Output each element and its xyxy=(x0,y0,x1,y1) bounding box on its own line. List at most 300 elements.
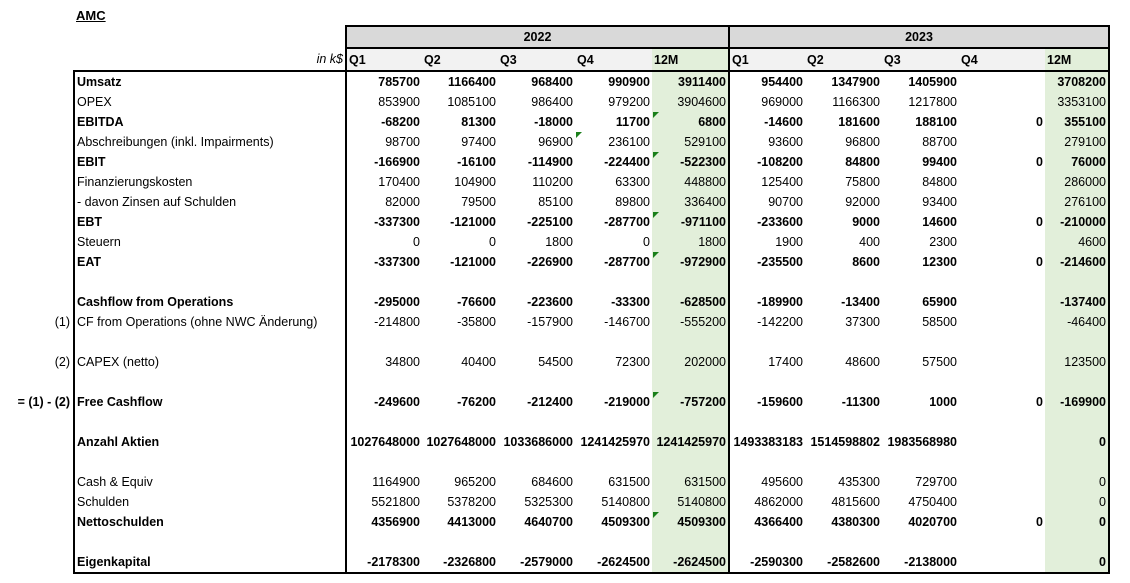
cell-2023-12m[interactable] xyxy=(1045,412,1109,432)
cell-2023-q2[interactable] xyxy=(805,312,882,332)
cell-2022-q1[interactable] xyxy=(346,112,422,132)
cell-2022-12m[interactable] xyxy=(652,312,729,332)
cell-value: -13400 xyxy=(841,295,880,309)
row-label[interactable] xyxy=(74,532,346,552)
cell-2023-q1[interactable] xyxy=(729,312,805,332)
cell-2023-q3[interactable] xyxy=(882,132,959,152)
row-label[interactable]: Schulden xyxy=(74,492,346,512)
cell-value: 853900 xyxy=(378,95,420,109)
cell-2022-q1[interactable] xyxy=(346,412,422,432)
cell-2022-q4[interactable] xyxy=(575,532,652,552)
cell-2023-q1[interactable] xyxy=(729,212,805,232)
cell-2023-q1[interactable] xyxy=(729,112,805,132)
cell-value: 495600 xyxy=(761,475,803,489)
cell-2022-q3[interactable] xyxy=(498,172,575,192)
cell-2023-q4[interactable] xyxy=(959,452,1045,472)
cell-2023-q2[interactable] xyxy=(805,192,882,212)
cell-2022-q2[interactable] xyxy=(422,312,498,332)
cell-2022-q4[interactable] xyxy=(575,172,652,192)
note-marker-icon xyxy=(576,132,582,138)
cell-2022-q4[interactable] xyxy=(575,92,652,112)
row-label[interactable]: CAPEX (netto) xyxy=(74,352,346,372)
cell-2022-12m[interactable] xyxy=(652,212,729,232)
cell-2022-12m[interactable] xyxy=(652,432,729,452)
cell-2022-q2[interactable] xyxy=(422,152,498,172)
cell-2022-q2[interactable] xyxy=(422,232,498,252)
cell-value: 631500 xyxy=(608,475,650,489)
cell-2023-q3[interactable] xyxy=(882,71,959,92)
column-header-2022-q1[interactable]: Q1 xyxy=(346,48,422,71)
row-label[interactable]: EBT xyxy=(74,212,346,232)
row-label[interactable]: Anzahl Aktien xyxy=(74,432,346,452)
cell-2023-q1[interactable] xyxy=(729,352,805,372)
cell-2022-12m[interactable] xyxy=(652,532,729,552)
cell-2022-q2[interactable] xyxy=(422,552,498,573)
cell-2023-q4[interactable] xyxy=(959,472,1045,492)
cell-2022-q3[interactable] xyxy=(498,312,575,332)
cell-2023-q2[interactable] xyxy=(805,552,882,573)
cell-2023-q2[interactable] xyxy=(805,332,882,352)
cell-2023-q3[interactable] xyxy=(882,332,959,352)
cell-2023-q4[interactable] xyxy=(959,71,1045,92)
cell-value: 1983568980 xyxy=(887,435,957,449)
cell-2023-q4[interactable] xyxy=(959,192,1045,212)
cell-2022-12m[interactable] xyxy=(652,152,729,172)
row-label[interactable] xyxy=(74,412,346,432)
cell-2023-q2[interactable] xyxy=(805,252,882,272)
cell-2022-12m[interactable] xyxy=(652,92,729,112)
cell-2022-q3[interactable] xyxy=(498,272,575,292)
cell-2022-q4[interactable] xyxy=(575,512,652,532)
cell-2023-12m[interactable] xyxy=(1045,312,1109,332)
cell-2023-q3[interactable] xyxy=(882,372,959,392)
cell-2023-q2[interactable] xyxy=(805,92,882,112)
cell-2022-12m[interactable] xyxy=(652,292,729,312)
cell-2022-q3[interactable] xyxy=(498,132,575,152)
cell-2023-q4[interactable] xyxy=(959,252,1045,272)
cell-2022-12m[interactable] xyxy=(652,132,729,152)
cell-2023-q2[interactable] xyxy=(805,132,882,152)
cell-2023-q1[interactable] xyxy=(729,532,805,552)
cell-2023-q1[interactable] xyxy=(729,492,805,512)
cell-2023-12m[interactable] xyxy=(1045,192,1109,212)
cell-2023-12m[interactable] xyxy=(1045,132,1109,152)
cell-2023-12m[interactable] xyxy=(1045,252,1109,272)
row-label[interactable]: Nettoschulden xyxy=(74,512,346,532)
cell-2022-q3[interactable] xyxy=(498,212,575,232)
cell-2023-q3[interactable] xyxy=(882,412,959,432)
cell-2023-12m[interactable] xyxy=(1045,112,1109,132)
column-header-2022-q3[interactable]: Q3 xyxy=(498,48,575,71)
cell-2023-q1[interactable] xyxy=(729,192,805,212)
cell-2022-q4[interactable] xyxy=(575,192,652,212)
cell-2022-q1[interactable] xyxy=(346,392,422,412)
row-label[interactable] xyxy=(74,372,346,392)
row-label[interactable] xyxy=(74,272,346,292)
cell-2023-q2[interactable] xyxy=(805,472,882,492)
cell-2023-12m[interactable] xyxy=(1045,392,1109,412)
cell-2022-12m[interactable] xyxy=(652,172,729,192)
cell-2022-q1[interactable] xyxy=(346,71,422,92)
cell-2023-q4[interactable] xyxy=(959,412,1045,432)
cell-2023-12m[interactable] xyxy=(1045,432,1109,452)
cell-2023-q1[interactable] xyxy=(729,272,805,292)
cell-2022-q2[interactable] xyxy=(422,492,498,512)
cell-2022-q3[interactable] xyxy=(498,112,575,132)
row-reference xyxy=(0,512,74,532)
cell-2023-q3[interactable] xyxy=(882,552,959,573)
cell-2023-q3[interactable] xyxy=(882,452,959,472)
cell-2022-q1[interactable] xyxy=(346,512,422,532)
cell-2023-q2[interactable] xyxy=(805,272,882,292)
cell-2022-q3[interactable] xyxy=(498,472,575,492)
cell-2022-q4[interactable] xyxy=(575,132,652,152)
cell-2022-q1[interactable] xyxy=(346,232,422,252)
cell-2022-q3[interactable] xyxy=(498,352,575,372)
cell-2022-q4[interactable] xyxy=(575,112,652,132)
cell-2023-q4[interactable] xyxy=(959,272,1045,292)
cell-2022-q4[interactable] xyxy=(575,292,652,312)
row-label[interactable]: Eigenkapital xyxy=(74,552,346,573)
cell-2023-q2[interactable] xyxy=(805,112,882,132)
cell-2022-q3[interactable] xyxy=(498,532,575,552)
cell-2023-q1[interactable] xyxy=(729,252,805,272)
cell-2022-q2[interactable] xyxy=(422,272,498,292)
cell-2022-q3[interactable] xyxy=(498,452,575,472)
cell-2022-q1[interactable] xyxy=(346,332,422,352)
cell-2023-12m[interactable] xyxy=(1045,332,1109,352)
cell-2023-q1[interactable] xyxy=(729,512,805,532)
cell-2023-q4[interactable] xyxy=(959,552,1045,573)
cell-value: -287700 xyxy=(604,255,650,269)
column-header-2023-q2[interactable]: Q2 xyxy=(805,48,882,71)
cell-2023-q3[interactable] xyxy=(882,252,959,272)
cell-2022-q2[interactable] xyxy=(422,432,498,452)
cell-2023-12m[interactable] xyxy=(1045,552,1109,573)
cell-2023-q1[interactable] xyxy=(729,92,805,112)
cell-2022-12m[interactable] xyxy=(652,232,729,252)
cell-2023-q2[interactable] xyxy=(805,352,882,372)
cell-2022-q2[interactable] xyxy=(422,192,498,212)
row-label[interactable]: OPEX xyxy=(74,92,346,112)
cell-2022-12m[interactable] xyxy=(652,192,729,212)
cell-2022-q3[interactable] xyxy=(498,552,575,573)
row-label[interactable]: CF from Operations (ohne NWC Änderung) xyxy=(74,312,346,332)
cell-2023-q2[interactable] xyxy=(805,512,882,532)
cell-2022-q2[interactable] xyxy=(422,172,498,192)
cell-2023-q2[interactable] xyxy=(805,212,882,232)
cell-2023-q3[interactable] xyxy=(882,212,959,232)
row-label[interactable]: Umsatz xyxy=(74,71,346,92)
cell-2022-q4[interactable] xyxy=(575,212,652,232)
cell-2023-q3[interactable] xyxy=(882,532,959,552)
cell-2023-12m[interactable] xyxy=(1045,532,1109,552)
cell-2022-12m[interactable] xyxy=(652,492,729,512)
column-header-2023-q1[interactable]: Q1 xyxy=(729,48,805,71)
cell-2022-q1[interactable] xyxy=(346,352,422,372)
cell-2022-q4[interactable] xyxy=(575,552,652,573)
cell-2023-q3[interactable] xyxy=(882,432,959,452)
cell-2022-q1[interactable] xyxy=(346,432,422,452)
cell-2023-q2[interactable] xyxy=(805,492,882,512)
column-header-2023-q3[interactable]: Q3 xyxy=(882,48,959,71)
cell-2023-q4[interactable] xyxy=(959,152,1045,172)
row-label[interactable]: EBIT xyxy=(74,152,346,172)
cell-2023-12m[interactable] xyxy=(1045,71,1109,92)
cell-2022-q4[interactable] xyxy=(575,452,652,472)
cell-2022-q2[interactable] xyxy=(422,532,498,552)
cell-2022-q1[interactable] xyxy=(346,132,422,152)
cell-2023-q4[interactable] xyxy=(959,432,1045,452)
cell-2023-q4[interactable] xyxy=(959,492,1045,512)
cell-2022-q1[interactable] xyxy=(346,192,422,212)
cell-2022-q4[interactable] xyxy=(575,71,652,92)
cell-2023-q1[interactable] xyxy=(729,292,805,312)
cell-2022-12m[interactable] xyxy=(652,412,729,432)
cell-2022-q4[interactable] xyxy=(575,272,652,292)
cell-2022-q2[interactable] xyxy=(422,132,498,152)
row-label[interactable] xyxy=(74,452,346,472)
row-label[interactable]: Free Cashflow xyxy=(74,392,346,412)
cell-2022-q1[interactable] xyxy=(346,472,422,492)
row-label[interactable] xyxy=(74,332,346,352)
cell-2022-q1[interactable] xyxy=(346,552,422,573)
cell-2022-q4[interactable] xyxy=(575,232,652,252)
cell-2022-q3[interactable] xyxy=(498,292,575,312)
row-reference xyxy=(0,492,74,512)
cell-2023-q2[interactable] xyxy=(805,152,882,172)
cell-2023-q3[interactable] xyxy=(882,352,959,372)
cell-2022-12m[interactable] xyxy=(652,252,729,272)
cell-2022-q2[interactable] xyxy=(422,292,498,312)
cell-2023-q3[interactable] xyxy=(882,512,959,532)
cell-2022-q4[interactable] xyxy=(575,472,652,492)
cell-2022-q1[interactable] xyxy=(346,452,422,472)
cell-2023-q3[interactable] xyxy=(882,172,959,192)
cell-2022-q1[interactable] xyxy=(346,532,422,552)
cell-2023-q2[interactable] xyxy=(805,412,882,432)
cell-2023-q4[interactable] xyxy=(959,172,1045,192)
cell-2023-12m[interactable] xyxy=(1045,492,1109,512)
cell-value: 85100 xyxy=(538,195,573,209)
cell-2023-12m[interactable] xyxy=(1045,172,1109,192)
cell-2022-q1[interactable] xyxy=(346,272,422,292)
cell-2022-q4[interactable] xyxy=(575,492,652,512)
cell-2022-q3[interactable] xyxy=(498,412,575,432)
cell-2023-12m[interactable] xyxy=(1045,452,1109,472)
cell-2022-q3[interactable] xyxy=(498,152,575,172)
cell-2022-q4[interactable] xyxy=(575,352,652,372)
cell-2023-q3[interactable] xyxy=(882,492,959,512)
cell-2022-q3[interactable] xyxy=(498,392,575,412)
cell-2023-12m[interactable] xyxy=(1045,152,1109,172)
cell-2022-12m[interactable] xyxy=(652,71,729,92)
cell-2022-q2[interactable] xyxy=(422,212,498,232)
cell-2022-q4[interactable] xyxy=(575,312,652,332)
cell-2023-q2[interactable] xyxy=(805,172,882,192)
cell-2023-q1[interactable] xyxy=(729,392,805,412)
cell-2023-q3[interactable] xyxy=(882,272,959,292)
cell-2022-q2[interactable] xyxy=(422,452,498,472)
cell-2023-q2[interactable] xyxy=(805,71,882,92)
cell-2022-q2[interactable] xyxy=(422,512,498,532)
cell-2023-q1[interactable] xyxy=(729,332,805,352)
cell-2023-q2[interactable] xyxy=(805,452,882,472)
cell-2023-q4[interactable] xyxy=(959,532,1045,552)
cell-2023-12m[interactable] xyxy=(1045,272,1109,292)
cell-2022-q4[interactable] xyxy=(575,372,652,392)
cell-2022-q3[interactable] xyxy=(498,372,575,392)
cell-2023-q1[interactable] xyxy=(729,172,805,192)
cell-2023-q2[interactable] xyxy=(805,232,882,252)
column-header-2022-q4[interactable]: Q4 xyxy=(575,48,652,71)
cell-2023-q3[interactable] xyxy=(882,392,959,412)
cell-2023-q4[interactable] xyxy=(959,332,1045,352)
row-reference xyxy=(0,292,74,312)
cell-2022-12m[interactable] xyxy=(652,392,729,412)
cell-2023-q4[interactable] xyxy=(959,92,1045,112)
cell-2023-q1[interactable] xyxy=(729,552,805,573)
cell-2022-q1[interactable] xyxy=(346,312,422,332)
cell-2022-q2[interactable] xyxy=(422,252,498,272)
row-label[interactable]: Finanzierungskosten xyxy=(74,172,346,192)
cell-value: -76200 xyxy=(457,395,496,409)
cell-2022-q4[interactable] xyxy=(575,412,652,432)
cell-2022-12m[interactable] xyxy=(652,272,729,292)
column-header-2022-q2[interactable]: Q2 xyxy=(422,48,498,71)
cell-2022-q2[interactable] xyxy=(422,92,498,112)
cell-2022-q1[interactable] xyxy=(346,92,422,112)
cell-2023-12m[interactable] xyxy=(1045,372,1109,392)
cell-2023-q4[interactable] xyxy=(959,372,1045,392)
cell-2022-q3[interactable] xyxy=(498,71,575,92)
cell-2022-q2[interactable] xyxy=(422,352,498,372)
row-label[interactable]: Cashflow from Operations xyxy=(74,292,346,312)
row-label[interactable]: EBITDA xyxy=(74,112,346,132)
cell-2022-q1[interactable] xyxy=(346,252,422,272)
row-reference xyxy=(0,112,74,132)
cell-2022-q3[interactable] xyxy=(498,232,575,252)
column-header-2023-12m[interactable]: 12M xyxy=(1045,48,1109,71)
row-label[interactable]: Abschreibungen (inkl. Impairments) xyxy=(74,132,346,152)
cell-2023-q4[interactable] xyxy=(959,232,1045,252)
cell-2023-q3[interactable] xyxy=(882,472,959,492)
cell-2022-q1[interactable] xyxy=(346,372,422,392)
cell-2022-q4[interactable] xyxy=(575,332,652,352)
cell-2023-q3[interactable] xyxy=(882,92,959,112)
row-label[interactable]: Cash & Equiv xyxy=(74,472,346,492)
column-header-2023-q4[interactable]: Q4 xyxy=(959,48,1045,71)
cell-2022-q1[interactable] xyxy=(346,492,422,512)
cell-2022-q3[interactable] xyxy=(498,492,575,512)
cell-2022-q2[interactable] xyxy=(422,472,498,492)
cell-2023-q1[interactable] xyxy=(729,152,805,172)
cell-2023-12m[interactable] xyxy=(1045,92,1109,112)
cell-2022-q1[interactable] xyxy=(346,152,422,172)
cell-2022-12m[interactable] xyxy=(652,472,729,492)
row-label[interactable]: - davon Zinsen auf Schulden xyxy=(74,192,346,212)
cell-2023-q1[interactable] xyxy=(729,71,805,92)
cell-2022-12m[interactable] xyxy=(652,112,729,132)
cell-2022-12m[interactable] xyxy=(652,332,729,352)
cell-2023-q1[interactable] xyxy=(729,232,805,252)
cell-2023-q4[interactable] xyxy=(959,132,1045,152)
cell-2022-q1[interactable] xyxy=(346,212,422,232)
row-label[interactable]: Steuern xyxy=(74,232,346,252)
cell-2022-q2[interactable] xyxy=(422,112,498,132)
cell-2023-q4[interactable] xyxy=(959,112,1045,132)
column-header-2022-12m[interactable]: 12M xyxy=(652,48,729,71)
cell-2022-q3[interactable] xyxy=(498,92,575,112)
cell-2022-12m[interactable] xyxy=(652,452,729,472)
cell-2023-q4[interactable] xyxy=(959,312,1045,332)
cell-2022-12m[interactable] xyxy=(652,352,729,372)
cell-2023-12m[interactable] xyxy=(1045,232,1109,252)
cell-value: -555200 xyxy=(680,315,726,329)
cell-2023-q2[interactable] xyxy=(805,372,882,392)
cell-2023-q4[interactable] xyxy=(959,392,1045,412)
cell-2023-q4[interactable] xyxy=(959,512,1045,532)
row-label[interactable]: EAT xyxy=(74,252,346,272)
cell-2023-q3[interactable] xyxy=(882,152,959,172)
cell-2022-q3[interactable] xyxy=(498,512,575,532)
cell-2022-q2[interactable] xyxy=(422,71,498,92)
cell-2023-12m[interactable] xyxy=(1045,512,1109,532)
cell-2023-q1[interactable] xyxy=(729,472,805,492)
cell-2022-q2[interactable] xyxy=(422,412,498,432)
cell-2022-q3[interactable] xyxy=(498,432,575,452)
cell-2022-q2[interactable] xyxy=(422,372,498,392)
cell-2023-q3[interactable] xyxy=(882,292,959,312)
cell-2023-q1[interactable] xyxy=(729,372,805,392)
cell-2023-q2[interactable] xyxy=(805,292,882,312)
cell-2023-q2[interactable] xyxy=(805,392,882,412)
cell-2022-q2[interactable] xyxy=(422,332,498,352)
cell-2023-12m[interactable] xyxy=(1045,292,1109,312)
cell-2023-q3[interactable] xyxy=(882,232,959,252)
cell-2023-q1[interactable] xyxy=(729,432,805,452)
cell-2022-q4[interactable] xyxy=(575,432,652,452)
cell-2022-12m[interactable] xyxy=(652,552,729,573)
cell-2023-q4[interactable] xyxy=(959,212,1045,232)
cell-value: 202000 xyxy=(684,355,726,369)
cell-2022-q4[interactable] xyxy=(575,152,652,172)
cell-2022-12m[interactable] xyxy=(652,372,729,392)
cell-2022-q4[interactable] xyxy=(575,252,652,272)
cell-2023-12m[interactable] xyxy=(1045,352,1109,372)
cell-2023-q4[interactable] xyxy=(959,352,1045,372)
cell-2023-q3[interactable] xyxy=(882,312,959,332)
cell-2022-q4[interactable] xyxy=(575,392,652,412)
cell-2022-q1[interactable] xyxy=(346,292,422,312)
cell-2023-q4[interactable] xyxy=(959,292,1045,312)
cell-2023-12m[interactable] xyxy=(1045,472,1109,492)
cell-2022-q1[interactable] xyxy=(346,172,422,192)
cell-2023-q2[interactable] xyxy=(805,432,882,452)
cell-2022-q3[interactable] xyxy=(498,332,575,352)
cell-2023-q1[interactable] xyxy=(729,452,805,472)
cell-2022-q2[interactable] xyxy=(422,392,498,412)
cell-2023-q1[interactable] xyxy=(729,412,805,432)
cell-2023-q1[interactable] xyxy=(729,132,805,152)
cell-2023-12m[interactable] xyxy=(1045,212,1109,232)
cell-2022-q3[interactable] xyxy=(498,192,575,212)
cell-2022-12m[interactable] xyxy=(652,512,729,532)
cell-2023-q3[interactable] xyxy=(882,192,959,212)
cell-2022-q3[interactable] xyxy=(498,252,575,272)
cell-2023-q3[interactable] xyxy=(882,112,959,132)
cell-2023-q2[interactable] xyxy=(805,532,882,552)
